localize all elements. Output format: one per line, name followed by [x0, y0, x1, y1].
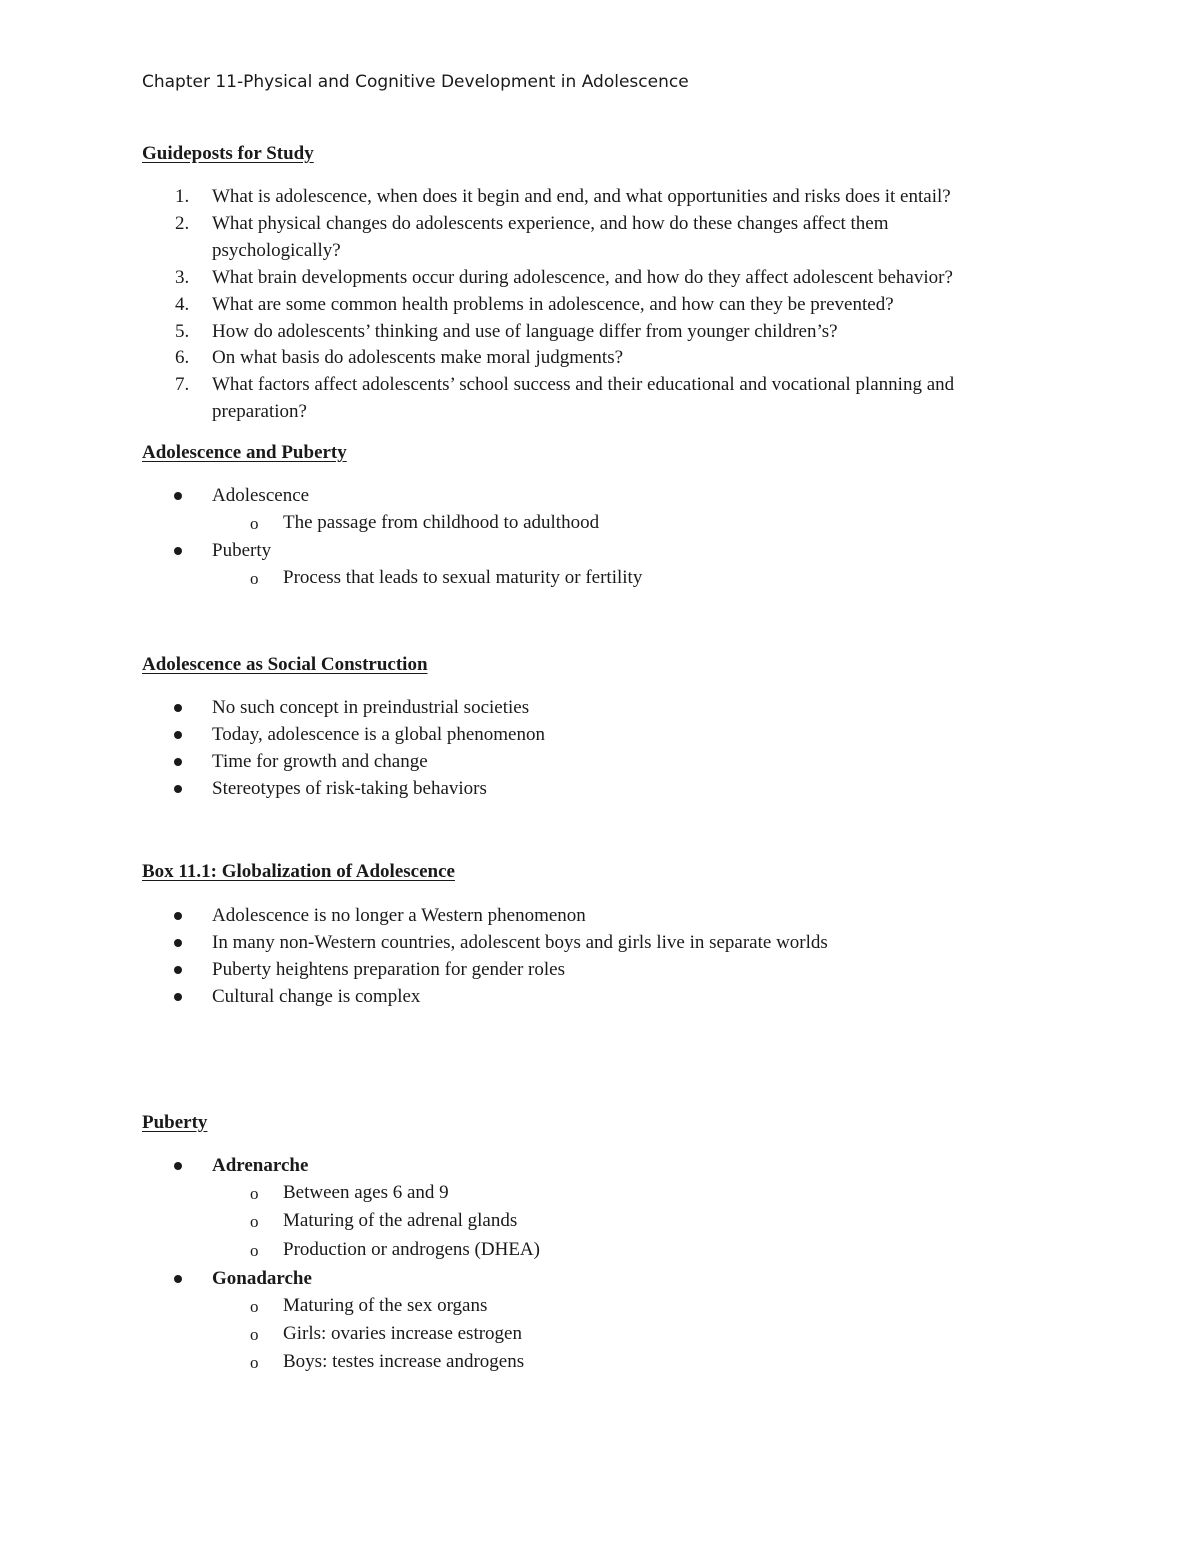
sub-bullet-icon: o	[250, 1325, 259, 1344]
bullet-icon	[174, 1162, 182, 1170]
list-item: In many non-Western countries, adolescent boys and girls live in separate worlds	[212, 932, 828, 953]
list-item: No such concept in preindustrial societies	[212, 697, 530, 718]
item-text: On what basis do adolescents make moral judgments?	[212, 347, 624, 368]
item-number: 5.	[175, 321, 190, 342]
bullet-icon	[174, 785, 182, 793]
bullet-icon	[174, 993, 182, 1001]
list-item: Puberty heightens preparation for gender roles	[212, 959, 565, 980]
sub-bullet-icon: o	[250, 1184, 259, 1203]
item-text: What factors affect adolescents’ school success and their educational and vocational planning and	[212, 374, 955, 395]
heading-puberty: Puberty	[142, 1112, 208, 1133]
bullet-icon	[174, 547, 182, 555]
sub-list-item: Between ages 6 and 9	[283, 1182, 449, 1203]
document-title: Chapter 11-Physical and Cognitive Development in Adolescence	[142, 72, 689, 92]
item-number: 4.	[175, 294, 190, 315]
list-item: Adrenarche	[212, 1155, 309, 1176]
sub-bullet-icon: o	[250, 1297, 259, 1316]
item-text: What are some common health problems in adolescence, and how can they be prevented?	[212, 294, 894, 315]
bullet-icon	[174, 1275, 182, 1283]
item-text: What brain developments occur during adolescence, and how do they affect adolescent behavior?	[212, 267, 953, 288]
item-text-continuation: preparation?	[212, 401, 307, 422]
item-number: 2.	[175, 213, 190, 234]
bullet-icon	[174, 492, 182, 500]
list-item: Gonadarche	[212, 1268, 312, 1289]
list-item: Puberty	[212, 540, 272, 561]
list-item: Adolescence	[212, 485, 310, 506]
list-item: Cultural change is complex	[212, 986, 421, 1007]
list-item: Today, adolescence is a global phenomenon	[212, 724, 545, 745]
item-number: 3.	[175, 267, 190, 288]
sub-list-item: Production or androgens (DHEA)	[283, 1239, 540, 1260]
sub-bullet-icon: o	[250, 1353, 259, 1372]
heading-social-construction: Adolescence as Social Construction	[142, 654, 428, 675]
sub-bullet-icon: o	[250, 514, 259, 533]
sub-bullet-icon: o	[250, 1241, 259, 1260]
bullet-icon	[174, 912, 182, 920]
sub-bullet-icon: o	[250, 569, 259, 588]
list-item: Time for growth and change	[212, 751, 428, 772]
bullet-icon	[174, 939, 182, 947]
list-item: Adolescence is no longer a Western phenomenon	[212, 905, 586, 926]
item-text: How do adolescents’ thinking and use of language differ from younger children’s?	[212, 321, 838, 342]
bullet-icon	[174, 758, 182, 766]
sub-list-item: Maturing of the sex organs	[283, 1295, 488, 1316]
item-text: What physical changes do adolescents experience, and how do these changes affect them	[212, 213, 889, 234]
list-item: Stereotypes of risk-taking behaviors	[212, 778, 487, 799]
bullet-icon	[174, 704, 182, 712]
sub-list-item: The passage from childhood to adulthood	[283, 512, 600, 533]
sub-list-item: Process that leads to sexual maturity or fertility	[283, 567, 643, 588]
bullet-icon	[174, 731, 182, 739]
item-text: What is adolescence, when does it begin and end, and what opportunities and risks does it entail?	[212, 186, 951, 207]
item-text-continuation: psychologically?	[212, 240, 341, 261]
item-number: 6.	[175, 347, 190, 368]
heading-guideposts: Guideposts for Study	[142, 143, 314, 164]
sub-list-item: Maturing of the adrenal glands	[283, 1210, 518, 1231]
sub-bullet-icon: o	[250, 1212, 259, 1231]
heading-adolescence-puberty: Adolescence and Puberty	[142, 442, 347, 463]
item-number: 7.	[175, 374, 190, 395]
heading-globalization: Box 11.1: Globalization of Adolescence	[142, 861, 455, 882]
sub-list-item: Girls: ovaries increase estrogen	[283, 1323, 522, 1344]
item-number: 1.	[175, 186, 190, 207]
bullet-icon	[174, 966, 182, 974]
sub-list-item: Boys: testes increase androgens	[283, 1351, 525, 1372]
